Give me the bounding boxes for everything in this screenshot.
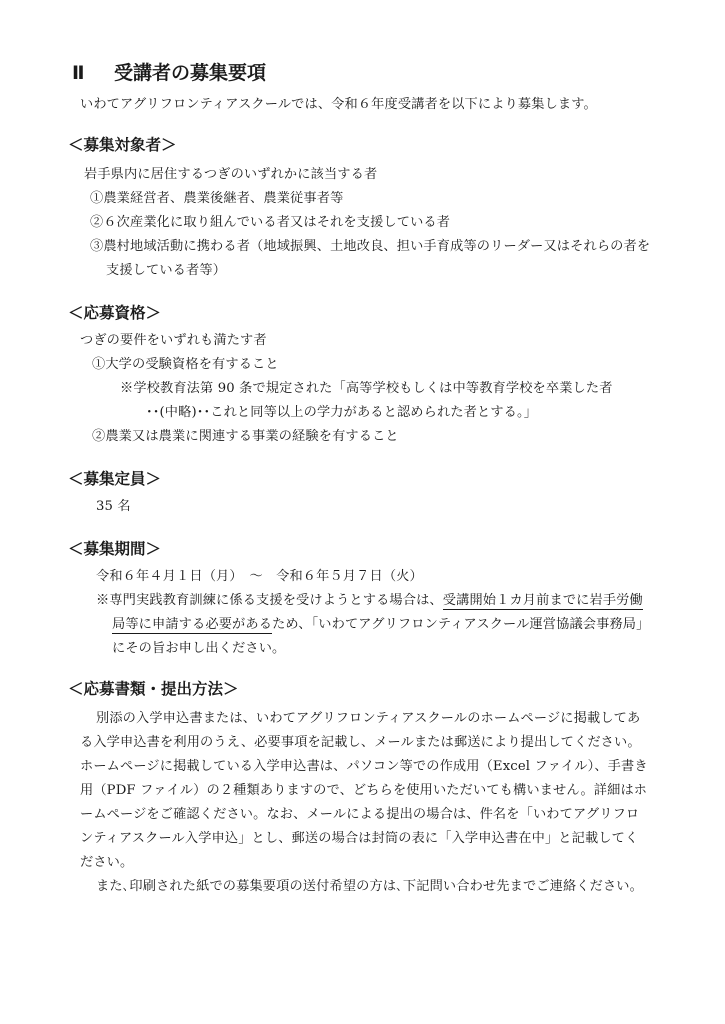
- application-line-4: 用（PDF ファイル）の２種類ありますので、どちらを使用いただいても構いません。詳細はホ: [80, 783, 648, 798]
- period-note-end: にその旨お申し出ください。: [112, 641, 286, 656]
- qualification-note: ※学校教育法第 90 条で規定された「高等学校もしくは中等教育学校を卒業した者: [120, 381, 613, 396]
- qualification-note-cont: ･･(中略)･･これと同等以上の学力があると認められた者とする。」: [146, 405, 538, 420]
- qualification-heading: ＜応募資格＞: [68, 304, 162, 322]
- period-dates: 令和６年４月１日（月） ～ 令和６年５月７日（火）: [96, 569, 423, 584]
- section-number: Ⅱ: [72, 62, 85, 84]
- application-line-6: ンティアスクール入学申込」とし、郵送の場合は封筒の表に「入学申込書在中」と記載してく: [80, 831, 639, 846]
- qualification-lead: つぎの要件をいずれも満たす者: [80, 333, 267, 348]
- target-item-3-cont: 支援している者等）: [106, 263, 227, 278]
- capacity-heading: ＜募集定員＞: [68, 470, 162, 488]
- period-note-text-2: ため、「いわてアグリフロンティアスクール運営協議会事務局」: [272, 617, 650, 632]
- target-heading: ＜募集対象者＞: [68, 136, 177, 154]
- target-item-3: ③農村地域活動に携わる者（地域振興、土地改良、担い手育成等のリーダー又はそれらの者を: [90, 239, 651, 254]
- period-note-underlined: 受講開始１カ月前までに岩手労働: [442, 593, 643, 608]
- period-note-text: ※専門実践教育訓練に係る支援を受けようとする場合は、: [96, 593, 443, 608]
- application-line-5: ームページをご確認ください。なお、メールによる提出の場合は、件名を「いわてアグリフロ: [80, 807, 640, 822]
- section-title: [72, 60, 266, 86]
- capacity-value: 35 名: [96, 499, 131, 514]
- period-note-cont: [112, 616, 649, 634]
- qualification-item-1: ①大学の受験資格を有すること: [92, 357, 279, 372]
- target-item-2: ②６次産業化に取り組んでいる者又はそれを支援している者: [90, 215, 451, 230]
- application-line-8: また､印刷された紙での募集要項の送付希望の方は､下記問い合わせ先までご連絡ください。: [96, 879, 643, 894]
- section-title-text: 受講者の募集要項: [114, 62, 267, 84]
- application-line-1: 別添の入学申込書または、いわてアグリフロンティアスクールのホームページに掲載してあ: [96, 711, 641, 726]
- application-line-2: る入学申込書を利用のうえ、必要事項を記載し、メールまたは郵送により提出してください。: [80, 735, 641, 750]
- period-heading: ＜募集期間＞: [68, 540, 162, 558]
- period-note-underlined-2: 局等に申請する必要がある: [112, 617, 273, 632]
- target-item-1: ①農業経営者、農業後継者、農業従事者等: [90, 191, 344, 206]
- section-intro: いわてアグリフロンティアスクールでは、令和６年度受講者を以下により募集します。: [80, 97, 597, 112]
- qualification-item-2: ②農業又は農業に関連する事業の経験を有すること: [92, 429, 399, 444]
- application-line-3: ホームページに掲載している入学申込書は、パソコン等での作成用（Excel ファイル）、手書き: [80, 759, 648, 774]
- application-heading: ＜応募書類・提出方法＞: [68, 680, 239, 698]
- target-lead: 岩手県内に居住するつぎのいずれかに該当する者: [84, 167, 378, 182]
- period-note: [96, 592, 643, 610]
- application-line-7: ださい。: [80, 855, 134, 870]
